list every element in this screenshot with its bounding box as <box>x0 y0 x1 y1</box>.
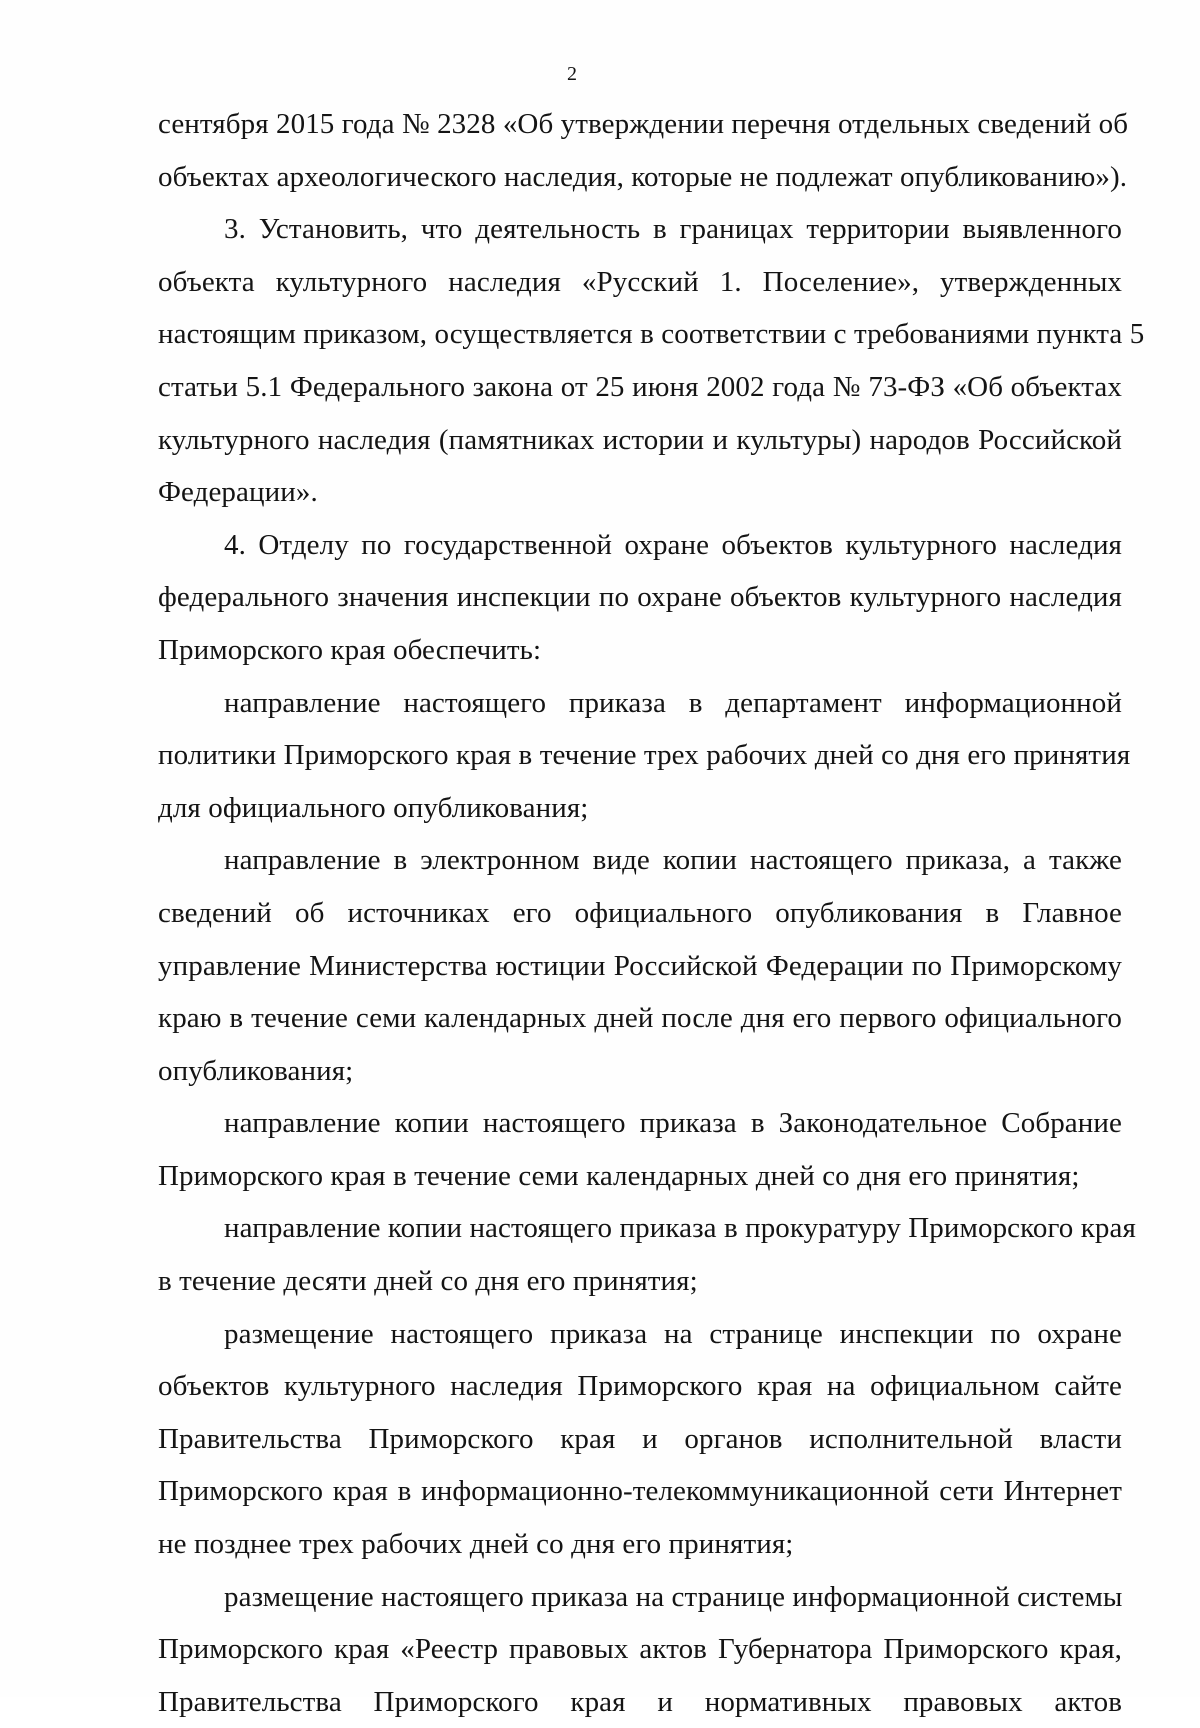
text-line: Правительства Приморского края и нормативных правовых актов <box>158 1685 1122 1718</box>
text-line: 3. Установить, что деятельность в границах территории выявленного <box>224 213 1122 246</box>
text-line: Правительства Приморского края и органов исполнительной власти <box>158 1422 1122 1455</box>
text-line: краю в течение семи календарных дней после дня его первого официального <box>158 1002 1122 1035</box>
text-line: опубликования; <box>158 1054 354 1087</box>
text-line: настоящим приказом, осуществляется в соответствии с требованиями пункта 5 <box>158 318 1145 351</box>
text-line: объекта культурного наследия «Русский 1. Поселение», утвержденных <box>158 265 1122 298</box>
text-line: направление настоящего приказа в департамент информационной <box>224 686 1122 719</box>
text-line: федерального значения инспекции по охране объектов культурного наследия <box>158 581 1122 614</box>
text-line: не позднее трех рабочих дней со дня его принятия; <box>158 1528 794 1561</box>
text-line: Приморского края «Реестр правовых актов Губернатора Приморского края, <box>158 1633 1122 1666</box>
text-line: Федерации». <box>158 476 318 509</box>
text-line: направление в электронном виде копии настоящего приказа, а также <box>224 844 1122 877</box>
text-line: политики Приморского края в течение трех рабочих дней со дня его принятия <box>158 739 1131 772</box>
text-line: объектах археологического наследия, которые не подлежат опубликованию»). <box>158 160 1128 193</box>
text-line: Приморского края в информационно-телекоммуникационной сети Интернет <box>158 1475 1122 1508</box>
text-line: Приморского края обеспечить: <box>158 633 542 666</box>
text-line: 4. Отделу по государственной охране объектов культурного наследия <box>224 528 1122 561</box>
text-line: размещение настоящего приказа на странице инспекции по охране <box>224 1317 1122 1350</box>
text-line: сентября 2015 года № 2328 «Об утверждении перечня отдельных сведений об <box>158 108 1129 140</box>
text-line: культурного наследия (памятниках истории и культуры) народов Российской <box>158 423 1122 456</box>
text-line: объектов культурного наследия Приморского края на официальном сайте <box>158 1370 1122 1403</box>
text-line: для официального опубликования; <box>158 791 589 824</box>
text-line: Приморского края в течение семи календарных дней со дня его принятия; <box>158 1159 1080 1192</box>
text-line: размещение настоящего приказа на странице информационной системы <box>224 1580 1123 1613</box>
text-line: управление Министерства юстиции Российской Федерации по Приморскому <box>158 949 1122 982</box>
text-line: сведений об источниках его официального опубликования в Главное <box>158 896 1122 929</box>
text-line: направление копии настоящего приказа в прокуратуру Приморского края <box>224 1212 1136 1245</box>
text-line: в течение десяти дней со дня его принятия; <box>158 1265 698 1298</box>
text-line: направление копии настоящего приказа в Законодательное Собрание <box>224 1107 1122 1140</box>
page-number: 2 <box>567 63 577 85</box>
text-line: статьи 5.1 Федерального закона от 25 июня 2002 года № 73-ФЗ «Об объектах <box>158 370 1122 403</box>
document-body <box>158 98 1145 1728</box>
